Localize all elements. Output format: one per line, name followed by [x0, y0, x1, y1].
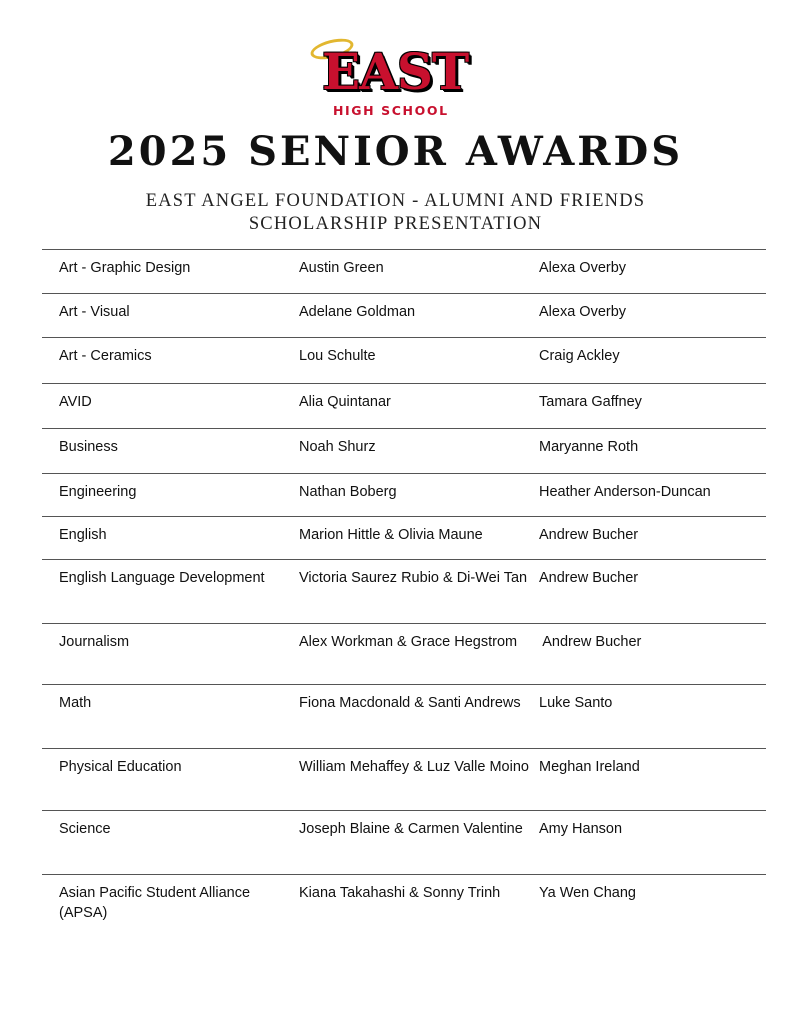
presenter-cell: Maryanne Roth [539, 439, 639, 455]
recipient-cell: Marion Hittle & Olivia Maune [299, 527, 483, 543]
category-cell: Journalism [59, 634, 130, 650]
table-row [42, 294, 766, 338]
table-row [42, 560, 766, 624]
category-cell: Art - Ceramics [59, 348, 152, 364]
recipient-cell: Alia Quintanar [299, 394, 391, 410]
category-cell: English [59, 527, 107, 543]
presenter-cell: Amy Hanson [539, 821, 623, 837]
recipient-cell: Noah Shurz [299, 439, 376, 455]
category-cell: Science [59, 821, 111, 837]
recipient-cell: William Mehaffey & Luz Valle Moino [299, 759, 529, 775]
table-row [42, 384, 766, 429]
presenter-cell: Alexa Overby [539, 304, 627, 320]
category-cell: English Language Development [59, 570, 265, 586]
category-cell: AVID [59, 394, 92, 410]
recipient-cell: Alex Workman & Grace Hegstrom [299, 634, 518, 650]
recipient-cell: Adelane Goldman [299, 304, 416, 320]
category-cell: Art - Graphic Design [59, 260, 191, 276]
table-row [42, 250, 766, 294]
presenter-cell: Tamara Gaffney [539, 394, 642, 410]
table-row [42, 811, 766, 875]
table-row [42, 338, 766, 384]
table-row [42, 474, 766, 517]
recipient-cell: Lou Schulte [299, 348, 376, 364]
table-row [42, 685, 766, 749]
school-logo [300, 38, 490, 122]
category-cell: Physical Education [59, 759, 182, 775]
subtitle-line-1: EAST ANGEL FOUNDATION - ALUMNI AND FRIENDS [145, 191, 646, 211]
presenter-cell: Luke Santo [539, 695, 613, 711]
page-subtitle [0, 190, 791, 236]
recipient-cell: Nathan Boberg [299, 484, 397, 500]
presenter-cell: Craig Ackley [539, 348, 620, 364]
recipient-cell: Kiana Takahashi & Sonny Trinh [299, 885, 501, 901]
table-row [42, 875, 766, 939]
recipient-cell: Joseph Blaine & Carmen Valentine [299, 821, 523, 837]
presenter-cell: Ya Wen Chang [539, 885, 636, 901]
table-row [42, 517, 766, 560]
awards-table [42, 249, 766, 939]
recipient-cell: Victoria Saurez Rubio & Di-Wei Tan [299, 570, 528, 586]
presenter-cell: Meghan Ireland [539, 759, 640, 775]
presenter-cell: Heather Anderson-Duncan [539, 484, 711, 500]
presenter-cell: Andrew Bucher [539, 570, 639, 586]
logo-wordmark: EAST [322, 42, 469, 101]
page-title: 2025 SENIOR AWARDS [107, 128, 684, 175]
category-cell: Business [59, 439, 118, 455]
category-cell: Math [59, 695, 92, 711]
recipient-cell: Fiona Macdonald & Santi Andrews [299, 695, 521, 711]
presenter-cell: Andrew Bucher [539, 527, 639, 543]
category-cell: Asian Pacific Student Alliance (APSA) [59, 885, 251, 921]
logo-subtitle: HIGH SCHOOL [333, 103, 449, 118]
category-cell: Art - Visual [59, 304, 130, 320]
presenter-cell: Andrew Bucher [539, 634, 642, 650]
presenter-cell: Alexa Overby [539, 260, 627, 276]
table-row [42, 624, 766, 685]
recipient-cell: Austin Green [299, 260, 384, 276]
table-row [42, 749, 766, 811]
subtitle-line-2: SCHOLARSHIP PRESENTATION [248, 214, 543, 234]
table-row [42, 429, 766, 474]
category-cell: Engineering [59, 484, 137, 500]
